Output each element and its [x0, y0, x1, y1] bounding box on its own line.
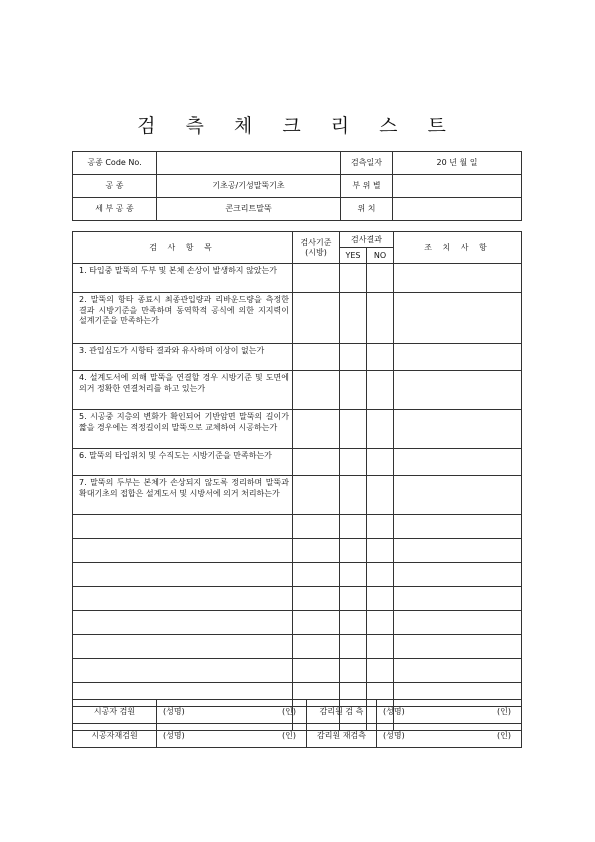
table-row — [73, 563, 522, 587]
checklist-table — [72, 231, 522, 731]
blank-item-cell[interactable] — [73, 563, 293, 587]
check-item-2: 2. 말뚝의 항타 종료시 최종관입량과 리바운드량을 측정한 결과 시방기준을 만족하며 동역학적 공식에 의한 지지력이 설계기준을 만족하는가 — [73, 293, 293, 344]
blank-item-cell[interactable] — [73, 659, 293, 683]
col-no-header: NO — [367, 248, 394, 264]
action-cell[interactable] — [394, 635, 522, 659]
seal-label: (인) — [282, 730, 296, 740]
table-row — [73, 476, 522, 515]
blank-item-cell[interactable] — [73, 587, 293, 611]
action-cell[interactable] — [394, 344, 522, 371]
yes-cell[interactable] — [340, 410, 367, 449]
no-cell[interactable] — [367, 449, 394, 476]
action-cell[interactable] — [394, 476, 522, 515]
check-item-1: 1. 타입중 말뚝의 두부 및 본체 손상이 발생하지 않았는가 — [73, 264, 293, 293]
yes-cell[interactable] — [340, 476, 367, 515]
col-item-header: 검 사 항 목 — [73, 232, 293, 264]
yes-cell[interactable] — [340, 344, 367, 371]
yes-cell[interactable] — [340, 659, 367, 683]
table-row — [73, 587, 522, 611]
yes-cell[interactable] — [340, 515, 367, 539]
criteria-cell[interactable] — [293, 611, 340, 635]
date-label: 검측일자 — [341, 152, 393, 175]
action-cell[interactable] — [394, 563, 522, 587]
criteria-cell[interactable] — [293, 410, 340, 449]
part-value[interactable] — [393, 175, 522, 198]
no-cell[interactable] — [367, 563, 394, 587]
seal-label: (인) — [282, 706, 296, 716]
table-row — [73, 293, 522, 344]
check-item-7: 7. 말뚝의 두부는 본체가 손상되지 않도록 정리하며 말뚝과 확대기초의 접합은 설계도서 및 시방서에 의거 처리하는가 — [73, 476, 293, 515]
sign-name-label: (성명) — [163, 730, 185, 740]
table-row — [73, 344, 522, 371]
col-result-header: 검사결과 — [340, 232, 394, 248]
criteria-cell[interactable] — [293, 539, 340, 563]
check-item-5: 5. 시공중 지층의 변화가 확인되어 기반암면 말뚝의 길이가 짧을 경우에는 적정길이의 말뚝으로 교체하여 시공하는가 — [73, 410, 293, 449]
criteria-cell[interactable] — [293, 344, 340, 371]
no-cell[interactable] — [367, 410, 394, 449]
yes-cell[interactable] — [340, 611, 367, 635]
criteria-cell[interactable] — [293, 587, 340, 611]
col-yes-header: YES — [340, 248, 367, 264]
table-row — [73, 539, 522, 563]
criteria-cell[interactable] — [293, 293, 340, 344]
table-row — [73, 371, 522, 410]
action-cell[interactable] — [394, 293, 522, 344]
no-cell[interactable] — [367, 635, 394, 659]
action-cell[interactable] — [394, 264, 522, 293]
action-cell[interactable] — [394, 449, 522, 476]
supervisor-re-label: 감리원 재검측 — [307, 724, 377, 748]
check-item-6: 6. 말뚝의 타입위치 및 수직도는 시방기준을 만족하는가 — [73, 449, 293, 476]
sign-name-label: (성명) — [383, 730, 405, 740]
yes-cell[interactable] — [340, 539, 367, 563]
no-cell[interactable] — [367, 659, 394, 683]
no-cell[interactable] — [367, 264, 394, 293]
date-value[interactable]: 20 년 월 일 — [393, 152, 522, 175]
blank-item-cell[interactable] — [73, 611, 293, 635]
criteria-cell[interactable] — [293, 563, 340, 587]
check-item-4: 4. 설계도서에 의해 말뚝을 연결할 경우 시방기준 및 도면에 의거 정확한 연결처리를 하고 있는가 — [73, 371, 293, 410]
table-row — [73, 264, 522, 293]
code-label: 공종 Code No. — [73, 152, 157, 175]
yes-cell[interactable] — [340, 635, 367, 659]
check-item-3: 3. 관입심도가 시항타 결과와 유사하며 이상이 없는가 — [73, 344, 293, 371]
criteria-cell[interactable] — [293, 264, 340, 293]
action-cell[interactable] — [394, 659, 522, 683]
criteria-cell[interactable] — [293, 515, 340, 539]
seal-label: (인) — [497, 706, 511, 716]
yes-cell[interactable] — [340, 264, 367, 293]
no-cell[interactable] — [367, 539, 394, 563]
yes-cell[interactable] — [340, 449, 367, 476]
action-cell[interactable] — [394, 515, 522, 539]
detail-label: 세 부 공 종 — [73, 198, 157, 221]
blank-item-cell[interactable] — [73, 635, 293, 659]
supervisor-re-sign-field[interactable] — [377, 724, 522, 748]
no-cell[interactable] — [367, 587, 394, 611]
contractor-re-sign-field[interactable] — [157, 724, 307, 748]
yes-cell[interactable] — [340, 563, 367, 587]
criteria-cell[interactable] — [293, 659, 340, 683]
col-criteria-header: 검사기준 (시방) — [293, 232, 340, 264]
blank-item-cell[interactable] — [73, 539, 293, 563]
page-title: 검 측 체 크 리 스 트 — [137, 115, 458, 137]
no-cell[interactable] — [367, 371, 394, 410]
part-label: 부 위 별 — [341, 175, 393, 198]
criteria-cell[interactable] — [293, 371, 340, 410]
location-value[interactable] — [393, 198, 522, 221]
header-table — [72, 151, 522, 221]
action-cell[interactable] — [394, 587, 522, 611]
yes-cell[interactable] — [340, 371, 367, 410]
contractor-lead-label: 시공자 검원 — [73, 700, 157, 724]
supervisor-lead-label: 감리원 검 측 — [307, 700, 377, 724]
no-cell[interactable] — [367, 293, 394, 344]
yes-cell[interactable] — [340, 293, 367, 344]
table-row — [73, 515, 522, 539]
col-action-header: 조 치 사 항 — [394, 232, 522, 264]
location-label: 위 치 — [341, 198, 393, 221]
no-cell[interactable] — [367, 515, 394, 539]
criteria-cell[interactable] — [293, 449, 340, 476]
table-row — [73, 449, 522, 476]
no-cell[interactable] — [367, 344, 394, 371]
detail-value[interactable]: 콘크리트말뚝 — [157, 198, 341, 221]
yes-cell[interactable] — [340, 587, 367, 611]
action-cell[interactable] — [394, 371, 522, 410]
contractor-lead-sign-field[interactable] — [157, 700, 307, 724]
table-row — [73, 635, 522, 659]
code-value[interactable] — [157, 152, 341, 175]
action-cell[interactable] — [394, 611, 522, 635]
no-cell[interactable] — [367, 476, 394, 515]
sign-name-label: (성명) — [163, 706, 185, 716]
work-label: 공 종 — [73, 175, 157, 198]
contractor-re-label: 시공자재검원 — [73, 724, 157, 748]
table-row — [73, 659, 522, 683]
criteria-cell[interactable] — [293, 476, 340, 515]
sign-name-label: (성명) — [383, 706, 405, 716]
work-value[interactable]: 기초공/기성말뚝기초 — [157, 175, 341, 198]
blank-item-cell[interactable] — [73, 515, 293, 539]
criteria-cell[interactable] — [293, 635, 340, 659]
table-row — [73, 611, 522, 635]
signature-table — [72, 699, 522, 748]
seal-label: (인) — [497, 730, 511, 740]
supervisor-lead-sign-field[interactable] — [377, 700, 522, 724]
table-row — [73, 410, 522, 449]
action-cell[interactable] — [394, 410, 522, 449]
no-cell[interactable] — [367, 611, 394, 635]
action-cell[interactable] — [394, 539, 522, 563]
